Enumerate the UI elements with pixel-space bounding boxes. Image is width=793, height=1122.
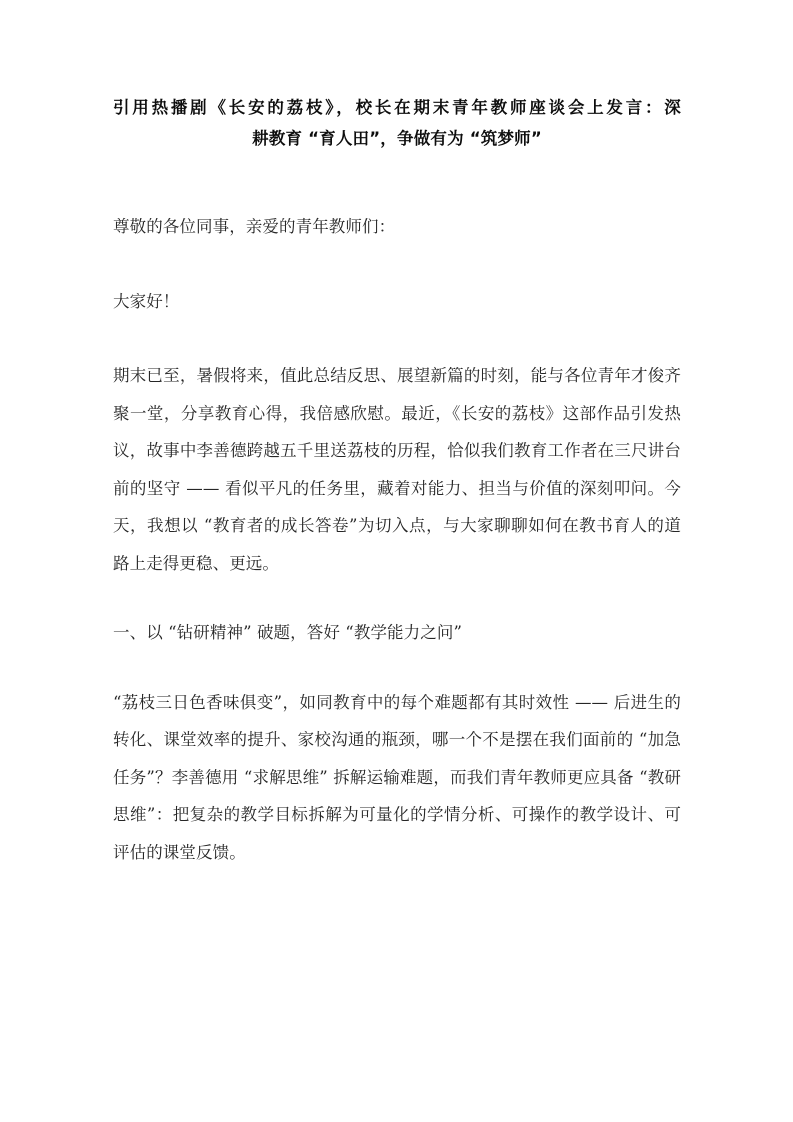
page-title: [113, 92, 681, 154]
page-title-line-1: 引用热播剧《长安的荔枝》，校长在期末青年教师座谈会上发言：深: [113, 98, 681, 117]
title-body-spacer: [113, 154, 681, 208]
paragraph-spacer-3: [113, 582, 681, 614]
paragraph-spacer-2: [113, 320, 681, 357]
paragraph-opening-body: 期末已至，暑假将来，值此总结反思、展望新篇的时刻，能与各位青年才俊齐聚一堂，分享教育心得，我倍感欣慰。最近，《长安的荔枝》这部作品引发热议，故事中李善德跨越五千里送荔枝的历程，恰似我们教育工作者在三尺讲台前的坚守 —— 看似平凡的任务里，藏着对能力、担当与价值的深刻叩问。今天，我想以 “教育者的成长答卷”为切入点，与大家聊聊如何在教书育人的道路上走得更稳、更远。: [113, 366, 681, 573]
page-title-line-2: 耕教育 “育人田”，争做有为 “筑梦师”: [252, 129, 542, 148]
paragraph-salutation: 尊敬的各位同事，亲爱的青年教师们：: [113, 217, 396, 236]
section-heading-1: 一、以 “钻研精神” 破题，答好 “教学能力之问”: [113, 623, 462, 642]
paragraph-section-1-body: “荔枝三日色香味俱变”，如同教育中的每个难题都有其时效性 —— 后进生的转化、课堂效率的提升、家校沟通的瓶颈，哪一个不是摆在我们面前的 “加急任务”？李善德用 “求解思维” 拆解运输难题，而我们青年教师更应具备 “教研思维”：把复杂的教学目标拆解为可量化的学情分析、可操作的教学设计、可评估的课堂反馈。: [113, 692, 681, 862]
paragraph-spacer-1: [113, 246, 681, 283]
paragraph-spacer-4: [113, 652, 681, 684]
paragraph-greeting: 大家好！: [113, 291, 180, 311]
page-content-area: [113, 92, 681, 871]
